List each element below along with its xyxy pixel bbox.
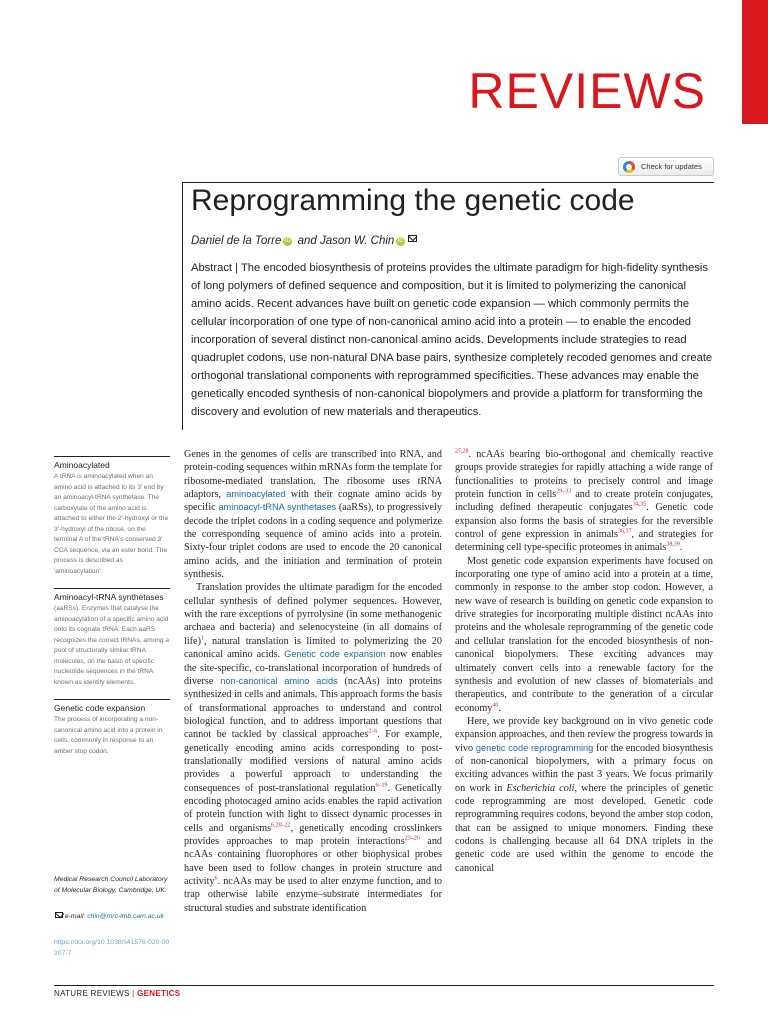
glossary-definition: (aaRSs). Enzymes that catalyse the aminoacylation of a specific amino acid onto its cognate tRNA. Each aaRS recognizes the correct tRNAs, among a pool of structurally similar tRNA molecules, on the basis of specific nucleotide sequences in the tRNA known as identity elements.	[54, 605, 170, 686]
email-line	[54, 911, 170, 922]
header-accent-bar	[742, 0, 768, 124]
reference-link[interactable]: 29–33	[556, 488, 572, 495]
reference-link[interactable]: 6	[214, 875, 218, 882]
reference-link[interactable]: 34,35	[632, 501, 647, 508]
glossary-definition: The process of incorporating a non-canonical amino acid into a protein in cells, commonly in response to an amber stop codon.	[54, 716, 163, 755]
glossary-term: Aminoacyl-tRNA synthetases	[54, 592, 164, 602]
check-for-updates-label: Check for updates	[641, 162, 702, 171]
email-label: e-mail:	[64, 913, 86, 920]
glossary-link[interactable]: non-canonical amino acids	[220, 675, 338, 686]
body-paragraph: Here, we provide key background on in vivo genetic code expansion approaches, and then review the progress towards in vivo genetic code reprogramming for the encoded biosynthesis of non-canonical biopolymers, with a primary focus on exciting advances within the past 3 years. We focus primarily on work in Escherichia coli, where the principles of genetic code reprogramming are most developed. Genetic code reprogramming requires codons, beyond the amber stop codon, that can be assigned to unique monomers. Finding these codons is challenging because all 64 DNA triplets in the genetic code are used within the genome to encode the canonical	[455, 715, 714, 874]
section-label: REVIEWS	[468, 63, 706, 119]
title-vertical-rule	[182, 182, 183, 430]
abstract-label: Abstract	[191, 262, 233, 274]
reference-link[interactable]: 6–19	[375, 782, 388, 789]
glossary-definition: A tRNA is aminoacylated when an amino acid is attached to its 3′ end by an aminoacyl-tRNA synthetase. The carboxylate of the amino acid is attached to either the 2′-hydroxyl or the 3′-hydroxyl of the ribose, on the terminal A of the tRNA's conserved 3′ CCA sequence, via an ester bond. The process is described as 'aminoacylation'.	[54, 473, 169, 575]
glossary-link[interactable]: genetic code reprogramming	[475, 742, 594, 753]
glossary-rule	[54, 588, 170, 589]
footer-subject: GENETICS	[137, 989, 181, 998]
crossmark-icon	[623, 161, 635, 173]
abstract-separator: |	[232, 262, 241, 274]
glossary-link[interactable]: aminoacyl-tRNA synthetases	[218, 502, 337, 513]
body-paragraph: Genes in the genomes of cells are transcribed into RNA, and protein-coding sequences within mRNAs form the template for ribosome-mediated translation. The ribosome uses tRNA adaptors, aminoacylated with their cognate amino acids by specific aminoacyl-tRNA synthetases (aaRSs), to progressively decode the triplet codons in a coding sequence and polymerize the corresponding sequence of amino acids into a protein. Sixty-four triplet codons are used to encode the 20 canonical amino acids, and the initiation and termination of protein synthesis.	[184, 449, 442, 581]
reference-link[interactable]: 27,28	[455, 448, 469, 455]
envelope-icon[interactable]	[408, 235, 417, 242]
reference-link[interactable]: 38,39	[666, 542, 680, 549]
envelope-icon	[55, 912, 63, 918]
body-paragraph: Most genetic code expansion experiments have focused on incorporating one type of amino acid into a protein at a time, commonly in response to the amber stop codon. However, a new wave of research is building on genetic code expansion to drive strategies for incorporating multiple distinct ncAAs into proteins and the wholesale reprogramming of the genetic code and cellular translation for the encoded biosynthesis of non-canonical biopolymers. These exciting advances may ultimately convert cells into a renewable factory for the synthesis and evolution of new classes of biomaterials and therapeutics, and contribute to the generation of a circular economy$^{40}$.	[455, 555, 713, 714]
species-name: Escherichia coli	[506, 782, 575, 794]
reference-link[interactable]: 1	[200, 635, 204, 642]
reference-link[interactable]: 2–6	[368, 728, 378, 735]
author-conjunction: and	[297, 235, 317, 247]
footer-journal: NATURE REVIEWS	[54, 989, 130, 998]
affiliation: Medical Research Council Laboratory of Molecular Biology, Cambridge, UK.	[54, 876, 168, 894]
body-column-left	[184, 448, 442, 915]
body-paragraph: Translation provides the ultimate paradigm for the encoded cellular synthesis of defined polymer sequences. However, with the rare exceptions of pyrrolysine (in some methanogenic archaea and bacteria) and selenocysteine (in all domains of life)$^1$, natural translation is limited to polymerizing the 20 canonical amino acids. Genetic code expansion now enables the site-specific, co-translational incorporation of hundreds of diverse non-canonical amino acids (ncAAs) into proteins synthesized in cells and animals. This approach forms the basis of transformational approaches to understand and control biological function, and to address important questions that cannot be tackled by classical approaches$^{2-6}$. For example, genetically encoding amino acids corresponding to post-translationally modified versions of natural amino acids provides a powerful approach to understanding the consequences of post-translational regulation$^{6-19}$. Genetically encoding photocaged amino acids enables the rapid activation of protein function with light to dissect dynamic processes in cells and organisms$^{6,20-22}$, genetically encoding crosslinkers provides approaches to map protein interactions$^{23-26}$ and ncAAs containing fluorophores or other biophysical probes have been used to follow changes in protein structure and activity$^6$. ncAAs may be used to alter enzyme function, and to trap otherwise labile enzyme–substrate intermediates for structural studies and substrate identification	[184, 582, 443, 914]
reference-link[interactable]: 23–26	[404, 835, 420, 842]
reference-link[interactable]: 40	[492, 702, 499, 709]
glossary-link[interactable]: aminoacylated	[226, 489, 286, 500]
body-column-right	[455, 448, 713, 875]
body-paragraph-continued: $^{27,28}$. ncAAs bearing bio-orthogonal and chemically reactive groups provide strategies for rapidly attaching a wide range of functionalities to proteins to precisely control and image protein function in cells$^{29-33}$ and to create protein conjugates, including defined therapeutic conjugates$^{34,35}$. Genetic code expansion also forms the basis of strategies for the reversible control of gene expression in animals$^{36,37}$, and strategies for determining cell type-specific proteomes in animals$^{38,39}$.	[455, 448, 713, 554]
glossary-rule	[54, 456, 170, 457]
reference-link[interactable]: 36,37	[617, 528, 632, 535]
footer	[54, 989, 180, 998]
author-list	[191, 235, 417, 247]
article-title: Reprogramming the genetic code	[191, 184, 635, 217]
abstract-text: The encoded biosynthesis of proteins provides the ultimate paradigm for high-fidelity synthesis of long polymers of defined sequence and composition, but it is limited to polymerizing the canonical amino acids. Recent advances have built on genetic code expansion — which commonly permits the cellular incorporation of one type of non-canonical amino acid into a protein — to enable the encoded incorporation of several distinct non-canonical amino acids. Developments include strategies to read quadruplet codons, use non-natural DNA base pairs, synthesize completely recoded genomes and create orthogonal translational components with reprogrammed specificities. These advances may enable the genetically encoded synthesis of non-canonical biopolymers and provide a platform for transforming the discovery and evolution of new materials and therapeutics.	[191, 262, 713, 418]
footer-rule	[54, 985, 714, 986]
title-rule	[182, 182, 714, 183]
glossary-sidebar	[54, 456, 170, 768]
reference-link[interactable]: 6,20–22	[271, 822, 291, 829]
glossary-term: Aminoacylated	[54, 460, 110, 470]
orcid-icon[interactable]: iD	[397, 237, 404, 244]
glossary-rule	[54, 699, 170, 700]
glossary-link[interactable]: Genetic code expansion	[284, 649, 386, 660]
author-name[interactable]: Jason W. Chin	[319, 235, 395, 247]
author-name[interactable]: Daniel de la Torre	[191, 235, 282, 247]
glossary-term: Genetic code expansion	[54, 703, 146, 713]
footer-separator: |	[132, 989, 135, 998]
email-link[interactable]: chin@mrc-lmb.cam.ac.uk	[87, 913, 164, 920]
check-for-updates-button[interactable]	[618, 157, 714, 176]
orcid-icon[interactable]: iD	[285, 237, 291, 244]
doi-link[interactable]: https://doi.org/10.1038/s41576-020-00307-7	[54, 939, 170, 957]
abstract	[191, 259, 713, 421]
